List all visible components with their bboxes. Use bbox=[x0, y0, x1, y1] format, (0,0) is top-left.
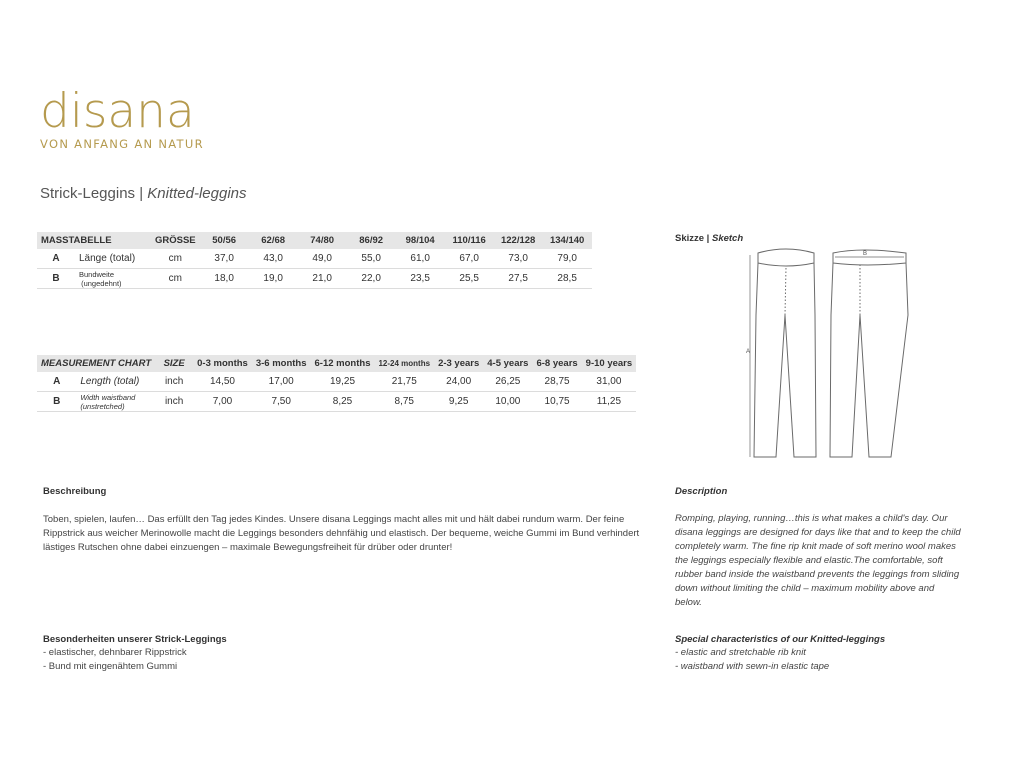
table-cell: 43,0 bbox=[263, 253, 283, 264]
table-cell: 19,0 bbox=[263, 273, 283, 284]
features-en-list bbox=[675, 646, 829, 674]
front-waistband bbox=[758, 249, 814, 266]
size-column-header: 98/104 bbox=[396, 232, 445, 249]
table-row bbox=[37, 249, 592, 269]
table-cell: 8,25 bbox=[332, 396, 353, 407]
description-en-line: rubber band inside the waistband prevents the leggings from sliding bbox=[675, 569, 960, 580]
front-legs bbox=[754, 263, 816, 457]
table-cell: 55,0 bbox=[361, 253, 381, 264]
feature-item: - Bund mit eingenähtem Gummi bbox=[43, 661, 178, 672]
size-table-de bbox=[37, 232, 592, 289]
row-label: Länge (total) bbox=[79, 253, 136, 264]
table-cell: 49,0 bbox=[312, 253, 332, 264]
table-cell: 21,75 bbox=[391, 376, 417, 387]
sketch-title-separator: | bbox=[704, 233, 712, 244]
size-column-header: 74/80 bbox=[298, 232, 347, 249]
row-letter: B bbox=[53, 396, 61, 407]
size-column-header: 9-10 years bbox=[582, 355, 636, 372]
table-cell: 7,50 bbox=[271, 396, 291, 407]
description-en-line: disana leggings are designed for days like that and to keep the child bbox=[675, 527, 961, 538]
sketch-title-en: Sketch bbox=[711, 233, 744, 244]
table-cell: 61,0 bbox=[410, 253, 430, 264]
table-cell: 17,00 bbox=[268, 376, 294, 387]
table-header-row bbox=[37, 355, 636, 372]
table-cell: 37,0 bbox=[214, 253, 234, 264]
table-cell: 9,25 bbox=[448, 396, 469, 407]
front-crotch-seam bbox=[785, 267, 786, 315]
size-column-header: 50/56 bbox=[200, 232, 249, 249]
table-cell: 8,75 bbox=[394, 396, 414, 407]
title-de: Strick-Leggins bbox=[40, 185, 136, 202]
sketch-title bbox=[675, 233, 743, 244]
features-en-heading: Special characteristics of our Knitted-leggings bbox=[675, 634, 886, 645]
description-en-line: below. bbox=[675, 597, 702, 608]
feature-item: - waistband with sewn-in elastic tape bbox=[675, 661, 830, 672]
table-cell: 24,00 bbox=[446, 376, 472, 387]
size-column-header: 110/116 bbox=[445, 232, 494, 249]
table-row bbox=[37, 392, 636, 412]
size-column-header: 134/140 bbox=[543, 232, 592, 249]
size-header: SIZE bbox=[155, 355, 193, 372]
size-column-header: 12-24 months bbox=[374, 355, 434, 372]
size-column-header: 2-3 years bbox=[434, 355, 483, 372]
back-legs bbox=[830, 263, 908, 457]
table-cell: 10,00 bbox=[495, 396, 521, 407]
row-letter: B bbox=[52, 273, 60, 284]
table-cell: 73,0 bbox=[508, 253, 528, 264]
table-cell: 28,75 bbox=[544, 376, 570, 387]
row-label: Length (total) bbox=[80, 376, 140, 387]
leggings-sketch bbox=[738, 245, 918, 470]
table-cell: 26,25 bbox=[495, 376, 521, 387]
table-title: MEASUREMENT CHART bbox=[37, 355, 155, 372]
row-unit: cm bbox=[168, 273, 182, 284]
row-letter: A bbox=[53, 376, 61, 387]
description-en-line: down without limiting the child – maximum mobility above and bbox=[675, 583, 935, 594]
size-column-header: 6-12 months bbox=[311, 355, 375, 372]
table-cell: 19,25 bbox=[329, 376, 356, 387]
back-waistband bbox=[833, 250, 906, 265]
features-de-list bbox=[43, 646, 187, 674]
table-cell: 11,25 bbox=[596, 396, 622, 407]
row-letter: A bbox=[52, 253, 60, 264]
row-unit: cm bbox=[168, 253, 182, 264]
row-label-line2: (unstretched) bbox=[80, 401, 125, 411]
row-label-line2: (ungedehnt) bbox=[81, 278, 122, 288]
description-en-line: the leggings especially flexible and elastic.The comfortable, soft bbox=[675, 555, 943, 566]
table-cell: 23,5 bbox=[410, 273, 430, 284]
brand-name: disana bbox=[40, 84, 195, 139]
size-column-header: 6-8 years bbox=[532, 355, 581, 372]
row-label bbox=[75, 269, 151, 289]
dimension-a-label: A bbox=[746, 349, 751, 355]
table-cell: 27,5 bbox=[508, 273, 528, 284]
table-cell: 67,0 bbox=[459, 253, 479, 264]
features-de-heading: Besonderheiten unserer Strick-Leggings bbox=[43, 634, 227, 645]
size-table-en bbox=[37, 355, 636, 412]
description-de-body bbox=[43, 513, 668, 555]
brand-logo bbox=[40, 84, 204, 151]
table-cell: 31,00 bbox=[596, 376, 622, 387]
description-de-line: lästiges Rutschen ohne dabei einzuengen – maximale Bewegungsfreiheit für drüber oder drunter! bbox=[43, 542, 453, 553]
table-cell: 28,5 bbox=[557, 273, 577, 284]
table-header-row bbox=[37, 232, 592, 249]
title-separator: | bbox=[135, 185, 148, 202]
description-en-heading: Description bbox=[675, 486, 728, 497]
size-header: GRÖSSE bbox=[151, 232, 200, 249]
description-de-line: Rippstrick aus weicher Merinowolle macht die Leggings besonders dehnfähig und elastisch. Der bequeme, weiche Gummi im Bund verhindert bbox=[43, 528, 640, 539]
table-row bbox=[37, 269, 592, 289]
row-unit: inch bbox=[164, 396, 184, 407]
table-row bbox=[37, 372, 636, 392]
table-title: MASSTABELLE bbox=[37, 232, 151, 249]
description-en-line: Romping, playing, running…this is what makes a child's day. Our bbox=[675, 513, 948, 524]
table-cell: 7,00 bbox=[212, 396, 233, 407]
title-en: Knitted-leggins bbox=[147, 185, 247, 202]
dimension-b-label: B bbox=[863, 251, 868, 257]
row-unit: inch bbox=[164, 376, 184, 387]
description-en-body bbox=[675, 512, 1005, 610]
table-cell: 14,50 bbox=[209, 376, 235, 387]
size-column-header: 0-3 months bbox=[193, 355, 252, 372]
size-column-header: 122/128 bbox=[494, 232, 543, 249]
size-column-header: 3-6 months bbox=[252, 355, 311, 372]
row-label-line1: Width waistband bbox=[80, 392, 136, 402]
size-column-header: 4-5 years bbox=[483, 355, 532, 372]
row-label bbox=[76, 392, 155, 412]
brand-tagline: VON ANFANG AN NATUR bbox=[40, 137, 204, 151]
page-title bbox=[40, 185, 247, 202]
sketch-title-de: Skizze bbox=[675, 233, 705, 244]
table-cell: 21,0 bbox=[312, 273, 332, 284]
description-en-line: completely warm. The fine rip knit made of soft merino wool makes bbox=[675, 541, 956, 552]
table-cell: 22,0 bbox=[361, 273, 381, 284]
row-label-line1: Bundweite bbox=[79, 269, 115, 279]
size-column-header: 62/68 bbox=[249, 232, 298, 249]
table-cell: 25,5 bbox=[459, 273, 479, 284]
table-cell: 10,75 bbox=[544, 396, 570, 407]
feature-item: - elastischer, dehnbarer Rippstrick bbox=[43, 647, 187, 658]
size-column-header: 86/92 bbox=[347, 232, 396, 249]
table-cell: 18,0 bbox=[214, 273, 234, 284]
description-de-heading: Beschreibung bbox=[43, 486, 107, 497]
table-cell: 79,0 bbox=[557, 253, 577, 264]
description-de-line: Toben, spielen, laufen… Das erfüllt den Tag jedes Kindes. Unsere disana Leggings macht alles mit und hält dabei rundum warm. Der feine bbox=[43, 514, 625, 525]
feature-item: - elastic and stretchable rib knit bbox=[675, 647, 806, 658]
